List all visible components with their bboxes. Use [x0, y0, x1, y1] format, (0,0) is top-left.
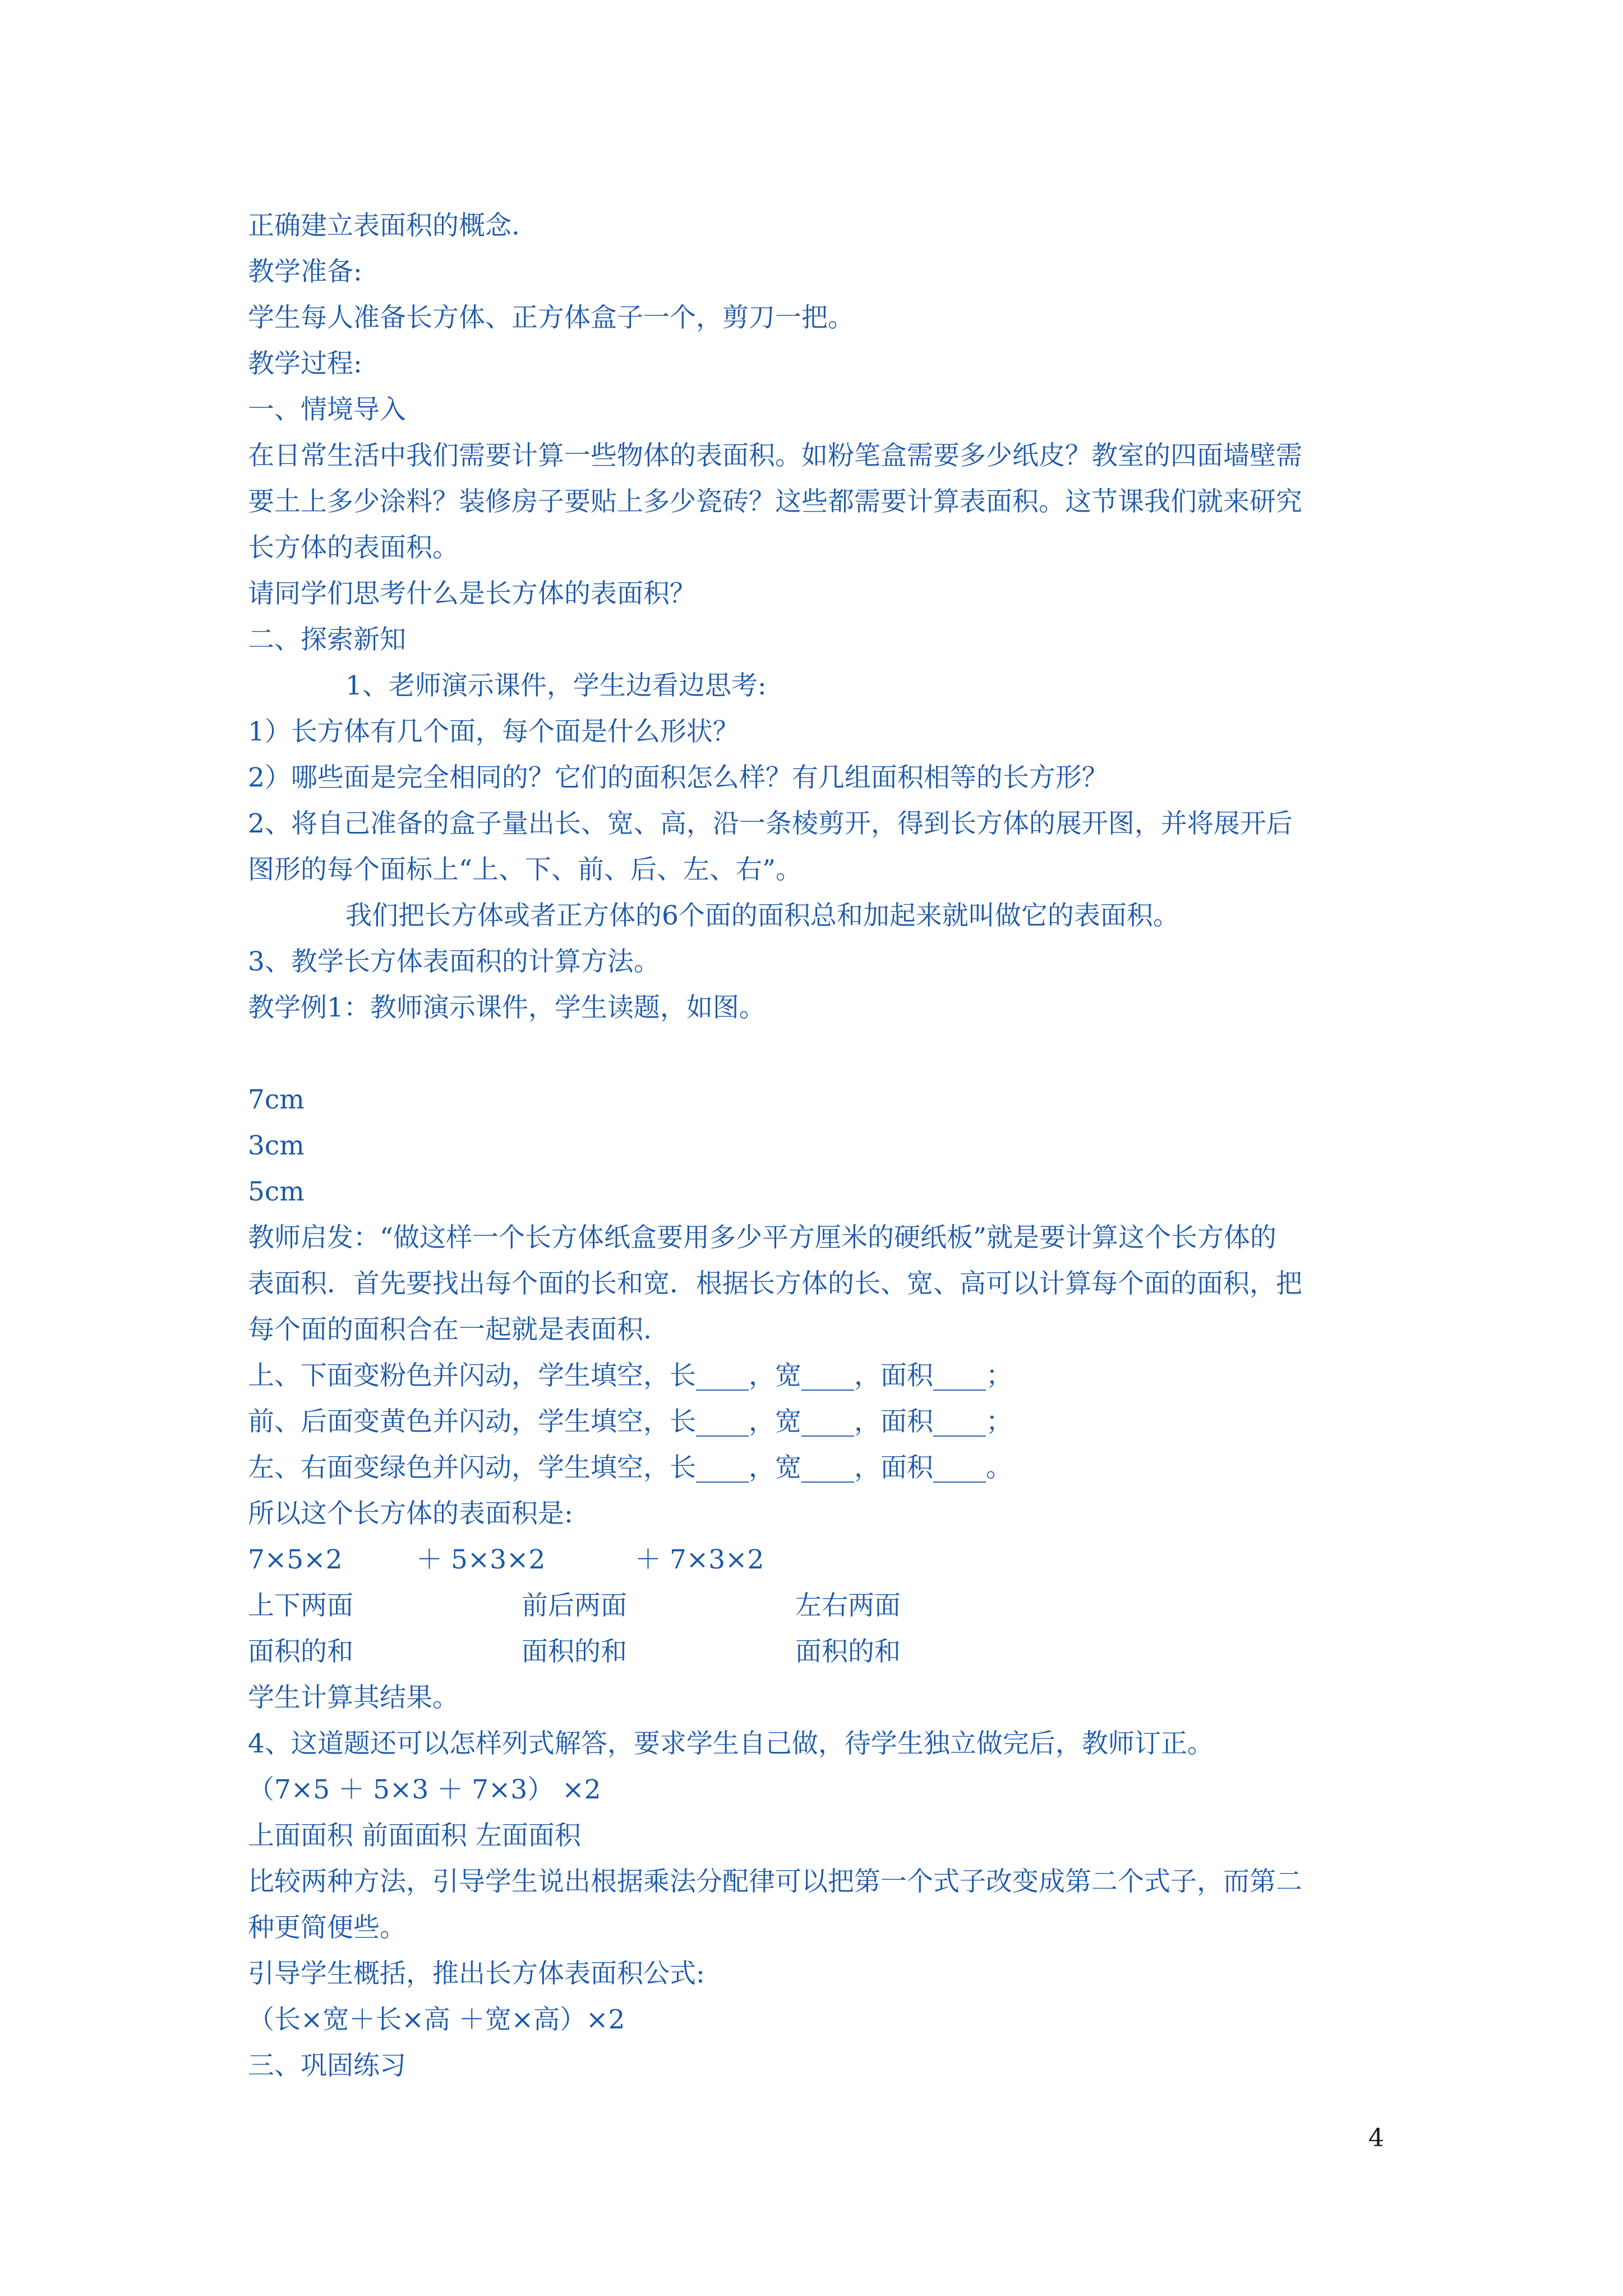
dimension-label: 7cm [248, 1084, 305, 1115]
dimension-label: 3cm [248, 1130, 305, 1161]
formula-labels-row [248, 1583, 1392, 1629]
text-line: 表面积．首先要找出每个面的长和宽．根据长方体的长、宽、高可以计算每个面的面积，把 [248, 1268, 1302, 1299]
text-line: 教学例1：教师演示课件，学生读题，如图。 [248, 992, 766, 1023]
formula-label: 面积的和 [795, 1636, 901, 1667]
formula-label: 面积的和 [522, 1636, 627, 1667]
text-line: 图形的每个面标上“上、下、前、后、左、右”。 [248, 854, 803, 885]
formula-label: 左右两面 [795, 1590, 901, 1621]
formula-label: 前后两面 [522, 1590, 627, 1621]
text-line: 比较两种方法，引导学生说出根据乘法分配律可以把第一个式子改变成第二个式子，而第二 [248, 1866, 1302, 1897]
text-line: 长方体的表面积。 [248, 532, 459, 563]
page-number: 4 [1368, 2124, 1384, 2152]
formula-part: 7×5×2 [248, 1544, 343, 1575]
text-line: 引导学生概括，推出长方体表面积公式: [248, 1958, 705, 1989]
formula-label: 面积的和 [248, 1636, 353, 1667]
text-line: 正确建立表面积的概念. [248, 210, 520, 241]
text-line: 在日常生活中我们需要计算一些物体的表面积。如粉笔盒需要多少纸皮？教室的四面墙壁需 [248, 440, 1302, 471]
text-line: 学生计算其结果。 [248, 1682, 459, 1713]
section-heading: 一、情境导入 [248, 394, 406, 425]
formula-line: （7×5 ＋ 5×3 ＋ 7×3） ×2 [248, 1774, 601, 1805]
text-line: 1）长方体有几个面，每个面是什么形状？ [248, 716, 739, 747]
definition-line: 我们把长方体或者正方体的6个面的面积总和加起来就叫做它的表面积。 [345, 900, 1179, 931]
surface-area-formula [248, 1537, 1392, 1583]
text-line: 3、教学长方体表面积的计算方法。 [248, 946, 660, 977]
fill-in-line: 前、后面变黄色并闪动，学生填空，长____，宽____，面积____； [248, 1406, 1012, 1437]
formula-part: ＋ 7×3×2 [635, 1544, 764, 1575]
text-line: 教师启发：“做这样一个长方体纸盒要用多少平方厘米的硬纸板”就是要计算这个长方体的 [248, 1222, 1277, 1253]
fill-in-line: 上、下面变粉色并闪动，学生填空，长____，宽____，面积____； [248, 1360, 1012, 1391]
text-line: 教学准备: [248, 256, 362, 287]
spacer [248, 1031, 1392, 1077]
text-line: 学生每人准备长方体、正方体盒子一个，剪刀一把。 [248, 302, 854, 333]
formula-labels-row [248, 1629, 1392, 1675]
text-line: 2）哪些面是完全相同的？它们的面积怎么样？有几组面积相等的长方形？ [248, 762, 1108, 793]
dimension-label: 5cm [248, 1176, 305, 1207]
text-line: 1、老师演示课件，学生边看边思考: [345, 670, 767, 701]
text-line: 教学过程: [248, 348, 362, 379]
formula-line: （长×宽＋长×高 ＋宽×高）×2 [248, 2004, 625, 2035]
text-line: 请同学们思考什么是长方体的表面积？ [248, 578, 696, 609]
text-line: 2、将自己准备的盒子量出长、宽、高，沿一条棱剪开，得到长方体的展开图，并将展开后 [248, 808, 1293, 839]
section-heading: 三、巩固练习 [248, 2050, 406, 2081]
text-line: 要土上多少涂料？装修房子要贴上多少瓷砖？这些都需要计算表面积。这节课我们就来研究 [248, 486, 1302, 517]
formula-label: 上下两面 [248, 1590, 353, 1621]
text-line: 4、这道题还可以怎样列式解答，要求学生自己做，待学生独立做完后，教师订正。 [248, 1728, 1214, 1759]
section-heading: 二、探索新知 [248, 624, 406, 655]
text-line: 所以这个长方体的表面积是: [248, 1498, 573, 1529]
text-line: 上面面积 前面面积 左面面积 [248, 1820, 581, 1851]
text-line: 每个面的面积合在一起就是表面积. [248, 1314, 652, 1345]
fill-in-line: 左、右面变绿色并闪动，学生填空，长____，宽____，面积____。 [248, 1452, 1012, 1483]
formula-part: ＋ 5×3×2 [416, 1544, 546, 1575]
text-line: 种更简便些。 [248, 1912, 406, 1943]
document-body [248, 203, 1392, 2089]
